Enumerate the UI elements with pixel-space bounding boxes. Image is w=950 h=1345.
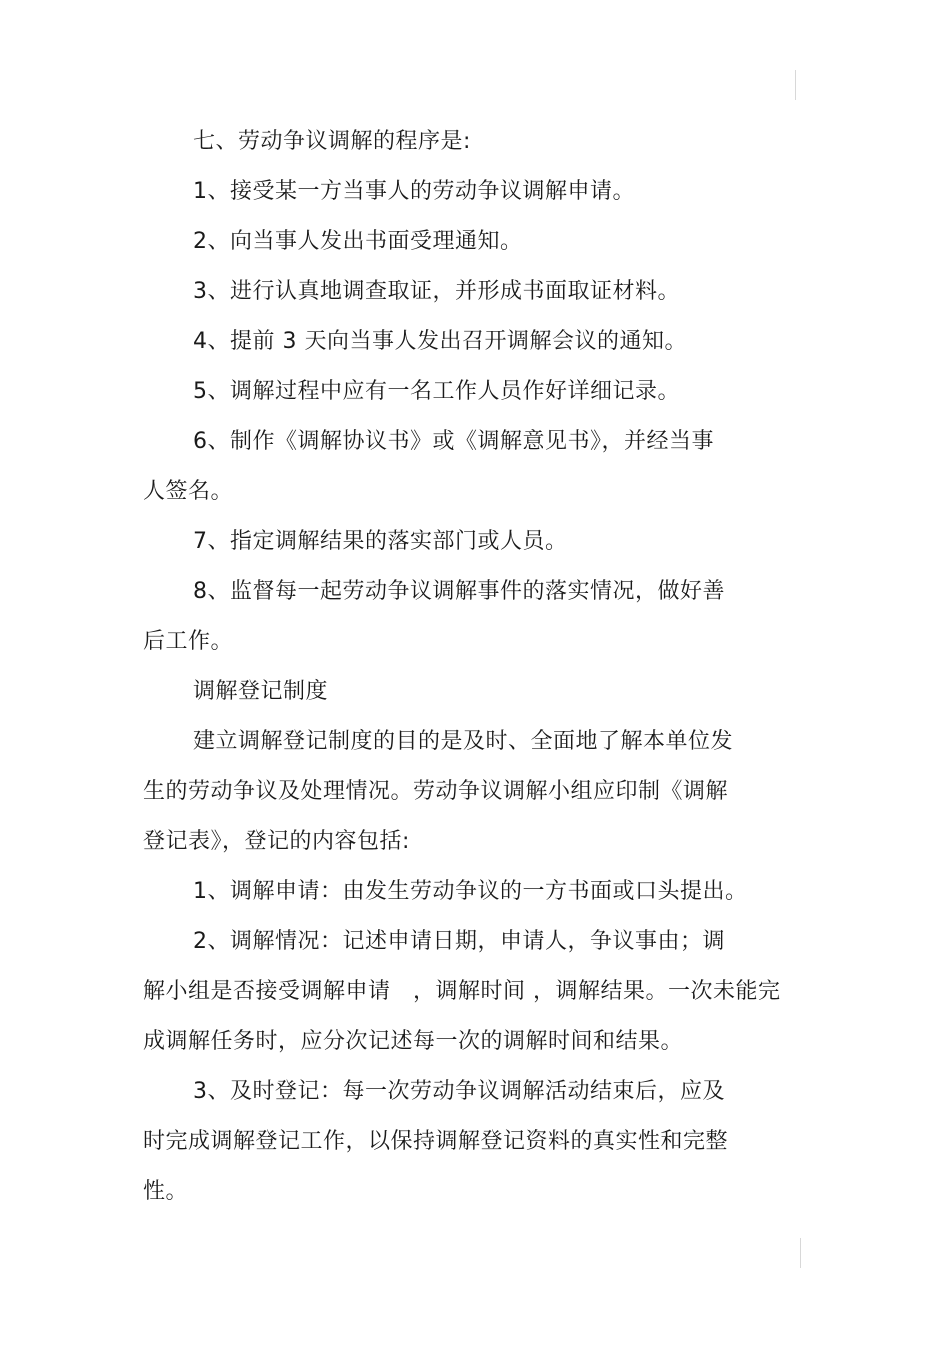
paragraph-line: 生的劳动争议及处理情况。劳动争议调解小组应印制《调解 [143, 779, 729, 804]
paragraph-line: 时完成调解登记工作，以保持调解登记资料的真实性和完整 [143, 1129, 729, 1154]
paragraph-line: 成调解任务时，应分次记述每一次的调解时间和结果。 [143, 1029, 684, 1054]
margin-mark-bottom-right [800, 1238, 801, 1268]
section-heading: 调解登记制度 [193, 679, 329, 704]
paragraph-line: 8、监督每一起劳动争议调解事件的落实情况，做好善 [193, 579, 725, 604]
paragraph-line: 解小组是否接受调解申请 ，调解时间 ，调解结果。一次未能完 [143, 979, 781, 1004]
paragraph-line: 2、调解情况：记述申请日期，申请人，争议事由；调 [193, 929, 725, 954]
paragraph-line: 登记表》，登记的内容包括: [143, 829, 410, 854]
paragraph-line: 性。 [143, 1179, 189, 1204]
paragraph-line: 6、制作《调解协议书》或《调解意见书》，并经当事 [193, 429, 714, 454]
section-heading: 七、劳动争议调解的程序是: [193, 129, 471, 154]
paragraph-line: 1、调解申请：由发生劳动争议的一方书面或口头提出。 [193, 879, 748, 904]
paragraph-line: 5、调解过程中应有一名工作人员作好详细记录。 [193, 379, 680, 404]
paragraph-line: 4、提前 3 天向当事人发出召开调解会议的通知。 [193, 329, 687, 354]
paragraph-line: 建立调解登记制度的目的是及时、全面地了解本单位发 [193, 729, 734, 754]
paragraph-line: 7、指定调解结果的落实部门或人员。 [193, 529, 568, 554]
paragraph-line: 后工作。 [143, 629, 234, 654]
paragraph-line: 2、向当事人发出书面受理通知。 [193, 229, 523, 254]
paragraph-line: 3、及时登记：每一次劳动争议调解活动结束后，应及 [193, 1079, 725, 1104]
paragraph-line: 人签名。 [143, 479, 234, 504]
margin-mark-top-right [795, 70, 796, 100]
paragraph-line: 3、进行认真地调查取证，并形成书面取证材料。 [193, 279, 680, 304]
paragraph-line: 1、接受某一方当事人的劳动争议调解申请。 [193, 179, 635, 204]
